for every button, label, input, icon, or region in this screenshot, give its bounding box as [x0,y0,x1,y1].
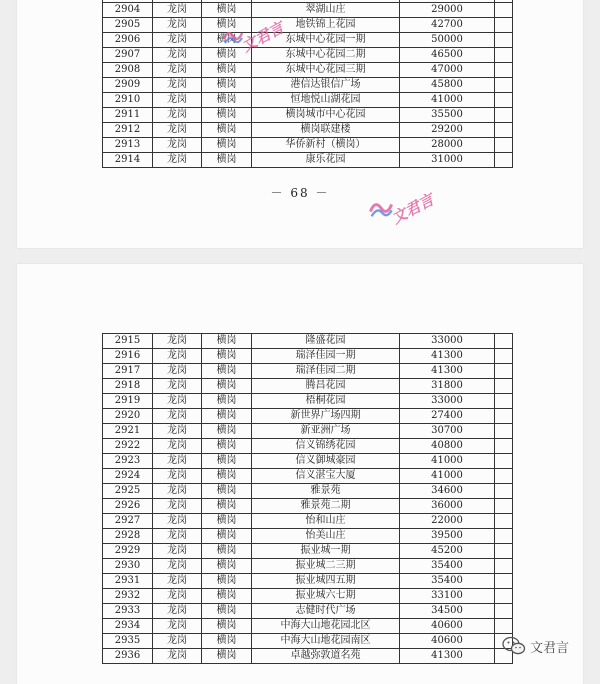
table-row [103,454,513,469]
street-cell: 横岗 [202,138,252,153]
table-row [103,649,513,664]
row-number-cell: 2933 [103,604,153,619]
row-number-cell: 2918 [103,379,153,394]
row-number-cell: 2907 [103,48,153,63]
empty-cell [495,364,513,379]
price-cell: 22000 [400,514,495,529]
row-number-cell: 2910 [103,93,153,108]
row-number-cell: 2904 [103,3,153,18]
street-cell: 横岗 [202,379,252,394]
price-cell: 33100 [400,589,495,604]
estate-name-cell: 东城中心花园一期 [252,33,400,48]
table-row [103,499,513,514]
watermark-text: 文君言 [238,17,287,55]
street-cell: 横岗 [202,33,252,48]
estate-name-cell: 康乐花园 [252,153,400,168]
price-cell: 41000 [400,454,495,469]
district-cell: 龙岗 [153,138,202,153]
district-cell: 龙岗 [153,604,202,619]
price-cell: 34600 [400,484,495,499]
row-number-cell: 2925 [103,484,153,499]
street-cell: 横岗 [202,334,252,349]
price-cell: 41000 [400,93,495,108]
row-number-cell: 2908 [103,63,153,78]
district-cell: 龙岗 [153,364,202,379]
price-cell: 29000 [400,3,495,18]
estate-name-cell: 横岗联建楼 [252,123,400,138]
price-cell: 41300 [400,649,495,664]
row-number-cell: 2923 [103,454,153,469]
row-number-cell: 2924 [103,469,153,484]
empty-cell [495,138,513,153]
estate-name-cell: 地铁锦上花园 [252,18,400,33]
price-cell: 41000 [400,469,495,484]
table-row [103,3,513,18]
price-cell: 41300 [400,349,495,364]
empty-cell [495,379,513,394]
district-cell: 龙岗 [153,484,202,499]
empty-cell [495,394,513,409]
district-cell: 龙岗 [153,574,202,589]
table-row [103,409,513,424]
street-cell: 横岗 [202,108,252,123]
price-cell: 46500 [400,48,495,63]
row-number-cell: 2926 [103,499,153,514]
district-cell: 龙岗 [153,349,202,364]
price-cell: 34500 [400,604,495,619]
estate-name-cell: 东城中心花园三期 [252,63,400,78]
table-row [103,439,513,454]
street-cell: 横岗 [202,559,252,574]
street-cell: 横岗 [202,634,252,649]
district-cell: 龙岗 [153,499,202,514]
table-row [103,469,513,484]
district-cell: 龙岗 [153,48,202,63]
row-number-cell: 2922 [103,439,153,454]
street-cell: 横岗 [202,409,252,424]
table-row [103,349,513,364]
price-cell: 29200 [400,123,495,138]
table-row [103,138,513,153]
empty-cell [495,619,513,634]
street-cell: 横岗 [202,123,252,138]
empty-cell [495,469,513,484]
table-row [103,379,513,394]
row-number-cell: 2928 [103,529,153,544]
street-cell: 横岗 [202,619,252,634]
row-number-cell: 2921 [103,424,153,439]
estate-name-cell: 港信达银信广场 [252,78,400,93]
row-number-cell: 2934 [103,619,153,634]
district-cell: 龙岗 [153,469,202,484]
table-row [103,619,513,634]
price-cell: 28000 [400,138,495,153]
estate-name-cell: 中海大山地花园南区 [252,634,400,649]
price-cell: 40600 [400,634,495,649]
document-page-bottom [17,264,583,684]
estate-name-cell: 雅景苑 [252,484,400,499]
street-cell: 横岗 [202,18,252,33]
price-cell: 33000 [400,394,495,409]
row-number-cell: 2936 [103,649,153,664]
row-number-cell: 2906 [103,33,153,48]
price-cell: 42700 [400,18,495,33]
street-cell: 横岗 [202,78,252,93]
estate-name-cell: 志健时代广场 [252,604,400,619]
price-cell: 41300 [400,364,495,379]
district-cell: 龙岗 [153,33,202,48]
district-cell: 龙岗 [153,334,202,349]
price-cell: 30700 [400,424,495,439]
estate-name-cell: 振业城六七期 [252,589,400,604]
page-number: － 68 － [270,186,330,200]
price-table-bottom [102,333,513,664]
street-cell: 横岗 [202,424,252,439]
empty-cell [495,574,513,589]
street-cell: 横岗 [202,349,252,364]
table-row [103,589,513,604]
row-number-cell: 2914 [103,153,153,168]
street-cell: 横岗 [202,48,252,63]
district-cell: 龙岗 [153,619,202,634]
watermark [368,189,437,227]
table-row [103,394,513,409]
empty-cell [495,153,513,168]
table-row [103,334,513,349]
estate-name-cell: 东城中心花园二期 [252,48,400,63]
empty-cell [495,3,513,18]
district-cell: 龙岗 [153,634,202,649]
table-row [103,123,513,138]
street-cell: 横岗 [202,529,252,544]
district-cell: 龙岗 [153,514,202,529]
district-cell: 龙岗 [153,529,202,544]
price-cell: 45800 [400,78,495,93]
district-cell: 龙岗 [153,78,202,93]
row-number-cell: 2932 [103,589,153,604]
street-cell: 横岗 [202,544,252,559]
estate-name-cell: 信义锦绣花园 [252,439,400,454]
row-number-cell: 2912 [103,123,153,138]
empty-cell [495,48,513,63]
district-cell: 龙岗 [153,454,202,469]
street-cell: 横岗 [202,93,252,108]
empty-cell [495,529,513,544]
price-cell: 31800 [400,379,495,394]
table-row [103,544,513,559]
estate-name-cell: 隆盛花园 [252,334,400,349]
price-cell: 40800 [400,439,495,454]
street-cell: 横岗 [202,484,252,499]
row-number-cell: 2905 [103,18,153,33]
estate-name-cell: 振业城一期 [252,544,400,559]
estate-name-cell: 振业城二三期 [252,559,400,574]
row-number-cell: 2927 [103,514,153,529]
street-cell: 横岗 [202,589,252,604]
row-number-cell: 2916 [103,349,153,364]
table-row [103,364,513,379]
district-cell: 龙岗 [153,544,202,559]
street-cell: 横岗 [202,649,252,664]
street-cell: 横岗 [202,153,252,168]
row-number-cell: 2920 [103,409,153,424]
estate-name-cell: 怡和山庄 [252,514,400,529]
street-cell: 横岗 [202,574,252,589]
district-cell: 龙岗 [153,409,202,424]
street-cell: 横岗 [202,364,252,379]
table-row [103,63,513,78]
row-number-cell: 2913 [103,138,153,153]
table-row [103,484,513,499]
district-cell: 龙岗 [153,3,202,18]
table-row [103,108,513,123]
district-cell: 龙岗 [153,439,202,454]
district-cell: 龙岗 [153,589,202,604]
empty-cell [495,93,513,108]
district-cell: 龙岗 [153,153,202,168]
price-cell: 27400 [400,409,495,424]
price-cell: 31000 [400,153,495,168]
row-number-cell: 2935 [103,634,153,649]
table-row [103,529,513,544]
price-cell: 36000 [400,499,495,514]
row-number-cell: 2919 [103,394,153,409]
street-cell: 横岗 [202,3,252,18]
empty-cell [495,604,513,619]
estate-name-cell: 腾昌花园 [252,379,400,394]
street-cell: 横岗 [202,439,252,454]
price-cell: 33000 [400,334,495,349]
street-cell: 横岗 [202,454,252,469]
empty-cell [495,349,513,364]
district-cell: 龙岗 [153,394,202,409]
estate-name-cell: 华侨新村（横岗） [252,138,400,153]
estate-name-cell: 怡美山庄 [252,529,400,544]
empty-cell [495,589,513,604]
empty-cell [495,63,513,78]
estate-name-cell: 信义御城豪园 [252,454,400,469]
table-row [103,574,513,589]
street-cell: 横岗 [202,394,252,409]
district-cell: 龙岗 [153,379,202,394]
district-cell: 龙岗 [153,649,202,664]
street-cell: 横岗 [202,514,252,529]
document-page-top [17,0,583,248]
estate-name-cell: 雅景苑二期 [252,499,400,514]
estate-name-cell: 振业城四五期 [252,574,400,589]
street-cell: 横岗 [202,63,252,78]
empty-cell [495,514,513,529]
empty-cell [495,123,513,138]
district-cell: 龙岗 [153,559,202,574]
estate-name-cell: 翠湖山庄 [252,3,400,18]
table-row [103,604,513,619]
district-cell: 龙岗 [153,123,202,138]
estate-name-cell: 梧桐花园 [252,394,400,409]
empty-cell [495,409,513,424]
table-row [103,514,513,529]
district-cell: 龙岗 [153,18,202,33]
price-cell: 45200 [400,544,495,559]
brand-name: 文君言 [530,640,570,656]
empty-cell [495,33,513,48]
table-row [103,48,513,63]
price-table-top [102,0,513,168]
price-cell: 40600 [400,619,495,634]
empty-cell [495,499,513,514]
table-row [103,424,513,439]
row-number-cell: 2915 [103,334,153,349]
estate-name-cell: 瑞泽佳园一期 [252,349,400,364]
estate-name-cell: 信义湛宝大厦 [252,469,400,484]
table-row [103,153,513,168]
estate-name-cell: 中海大山地花园北区 [252,619,400,634]
empty-cell [495,544,513,559]
row-number-cell: 2917 [103,364,153,379]
table-row [103,33,513,48]
empty-cell [495,108,513,123]
row-number-cell: 2931 [103,574,153,589]
wechat-icon [502,636,526,656]
table-row [103,78,513,93]
estate-name-cell: 瑞泽佳园二期 [252,364,400,379]
empty-cell [495,18,513,33]
district-cell: 龙岗 [153,108,202,123]
brand-tag [502,636,569,656]
row-number-cell: 2929 [103,544,153,559]
empty-cell [495,424,513,439]
estate-name-cell: 恒地悦山湖花园 [252,93,400,108]
table-row [103,93,513,108]
price-cell: 35400 [400,574,495,589]
empty-cell [495,454,513,469]
empty-cell [495,559,513,574]
empty-cell [495,439,513,454]
price-cell: 39500 [400,529,495,544]
street-cell: 横岗 [202,499,252,514]
table-row [103,634,513,649]
street-cell: 横岗 [202,604,252,619]
street-cell: 横岗 [202,469,252,484]
estate-name-cell: 横岗城市中心花园 [252,108,400,123]
table-row [103,559,513,574]
empty-cell [495,484,513,499]
price-cell: 35400 [400,559,495,574]
row-number-cell: 2909 [103,78,153,93]
empty-cell [495,334,513,349]
estate-name-cell: 新亚洲广场 [252,424,400,439]
price-cell: 47000 [400,63,495,78]
estate-name-cell: 新世界广场四期 [252,409,400,424]
price-cell: 35500 [400,108,495,123]
price-cell: 50000 [400,33,495,48]
district-cell: 龙岗 [153,424,202,439]
district-cell: 龙岗 [153,63,202,78]
empty-cell [495,78,513,93]
estate-name-cell: 卓越弥敦道名苑 [252,649,400,664]
row-number-cell: 2911 [103,108,153,123]
watermark-text: 文君言 [388,189,437,227]
table-row [103,18,513,33]
district-cell: 龙岗 [153,93,202,108]
row-number-cell: 2930 [103,559,153,574]
